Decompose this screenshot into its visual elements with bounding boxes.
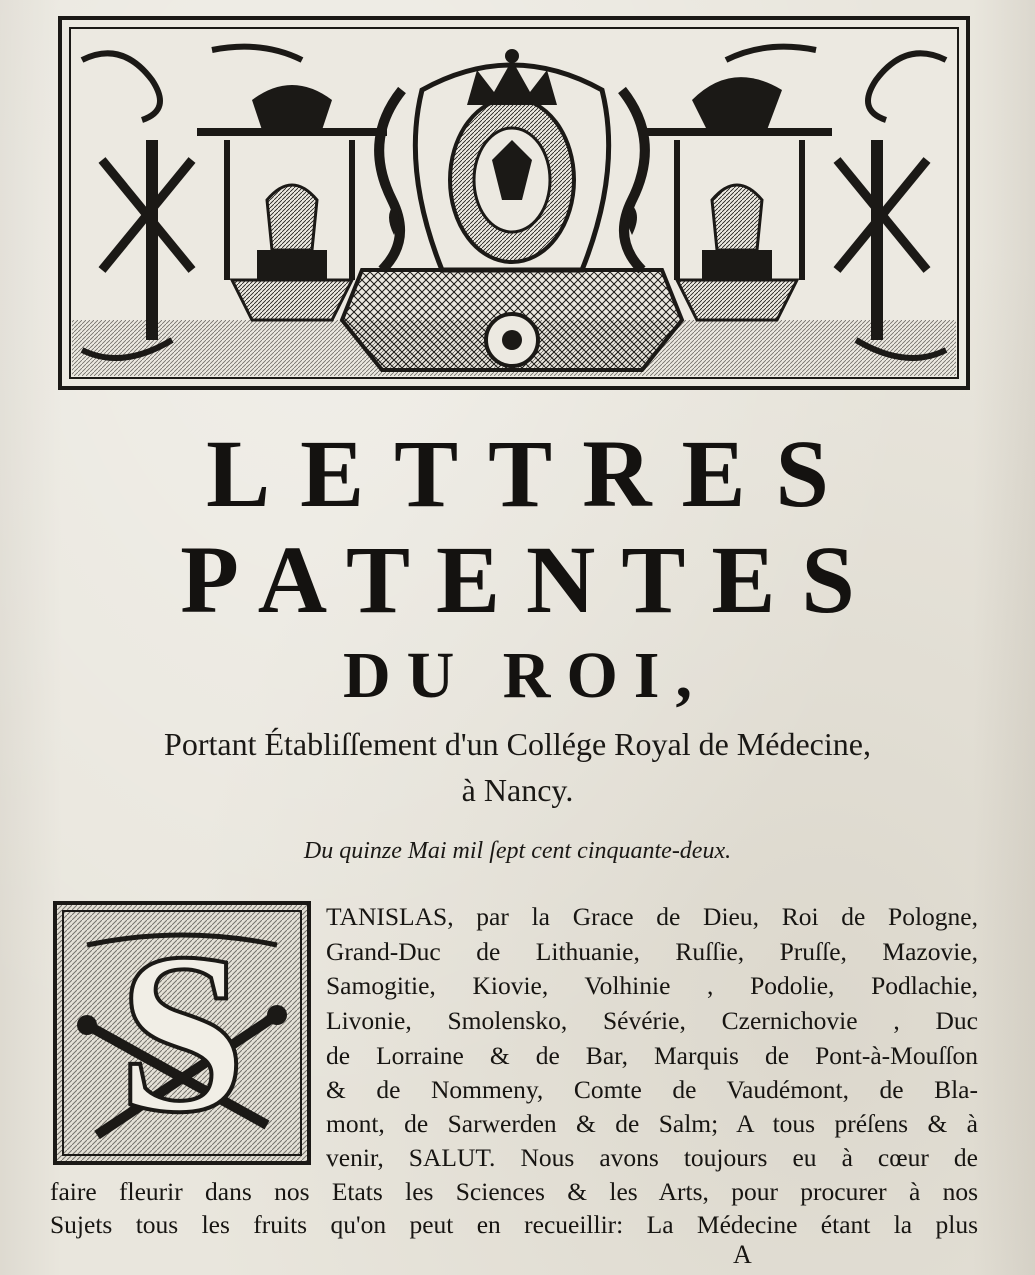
- body-line-8: venir, SALUT. Nous avons toujours eu à cœur de: [326, 1143, 978, 1172]
- title-line-1: LETTRES: [206, 420, 859, 527]
- ornamental-headpiece: [58, 16, 970, 390]
- drop-cap-frame: [53, 901, 311, 1165]
- headpiece-engraving: [62, 20, 966, 386]
- royal-arms-cartouche: [342, 49, 682, 370]
- body-line-3: Samogitie, Kiovie, Volhinie , Podolie, Podlachie,: [326, 971, 978, 1000]
- drop-cap-letter: S: [118, 905, 246, 1160]
- body-line-7: mont, de Sarwerden & de Salm; A tous préſens & à: [326, 1109, 978, 1138]
- title-line-3: DU ROI,: [342, 639, 708, 712]
- body-line-5: de Lorraine & de Bar, Marquis de Pont-à-Mouſſon: [326, 1041, 978, 1070]
- body-line-4: Livonie, Smolensko, Sévérie, Czernichovie , Duc: [326, 1006, 978, 1035]
- signature-mark: A: [733, 1240, 752, 1269]
- body-line-10: Sujets tous les fruits qu'on peut en recueillir: La Médecine étant la plus: [50, 1210, 978, 1239]
- body-line-6: & de Nommeny, Comte de Vaudémont, de Bla-: [326, 1075, 978, 1104]
- title-line-2: PATENTES: [180, 526, 881, 633]
- body-line-9: faire fleurir dans nos Etats les Sciences & les Arts, pour procurer à nos: [50, 1177, 978, 1206]
- subtitle-line-2: à Nancy.: [461, 772, 574, 808]
- body-line-2: Grand-Duc de Lithuanie, Ruſſie, Pruſſe, Mazovie,: [326, 937, 978, 966]
- dateline: Du quinze Mai mil ſept cent cinquante-deux.: [303, 838, 732, 864]
- body-line-1: TANISLAS, par la Grace de Dieu, Roi de Pologne,: [326, 902, 978, 931]
- subtitle-line-1: Portant Établiſſement d'un Collége Royal de Médecine,: [164, 726, 871, 762]
